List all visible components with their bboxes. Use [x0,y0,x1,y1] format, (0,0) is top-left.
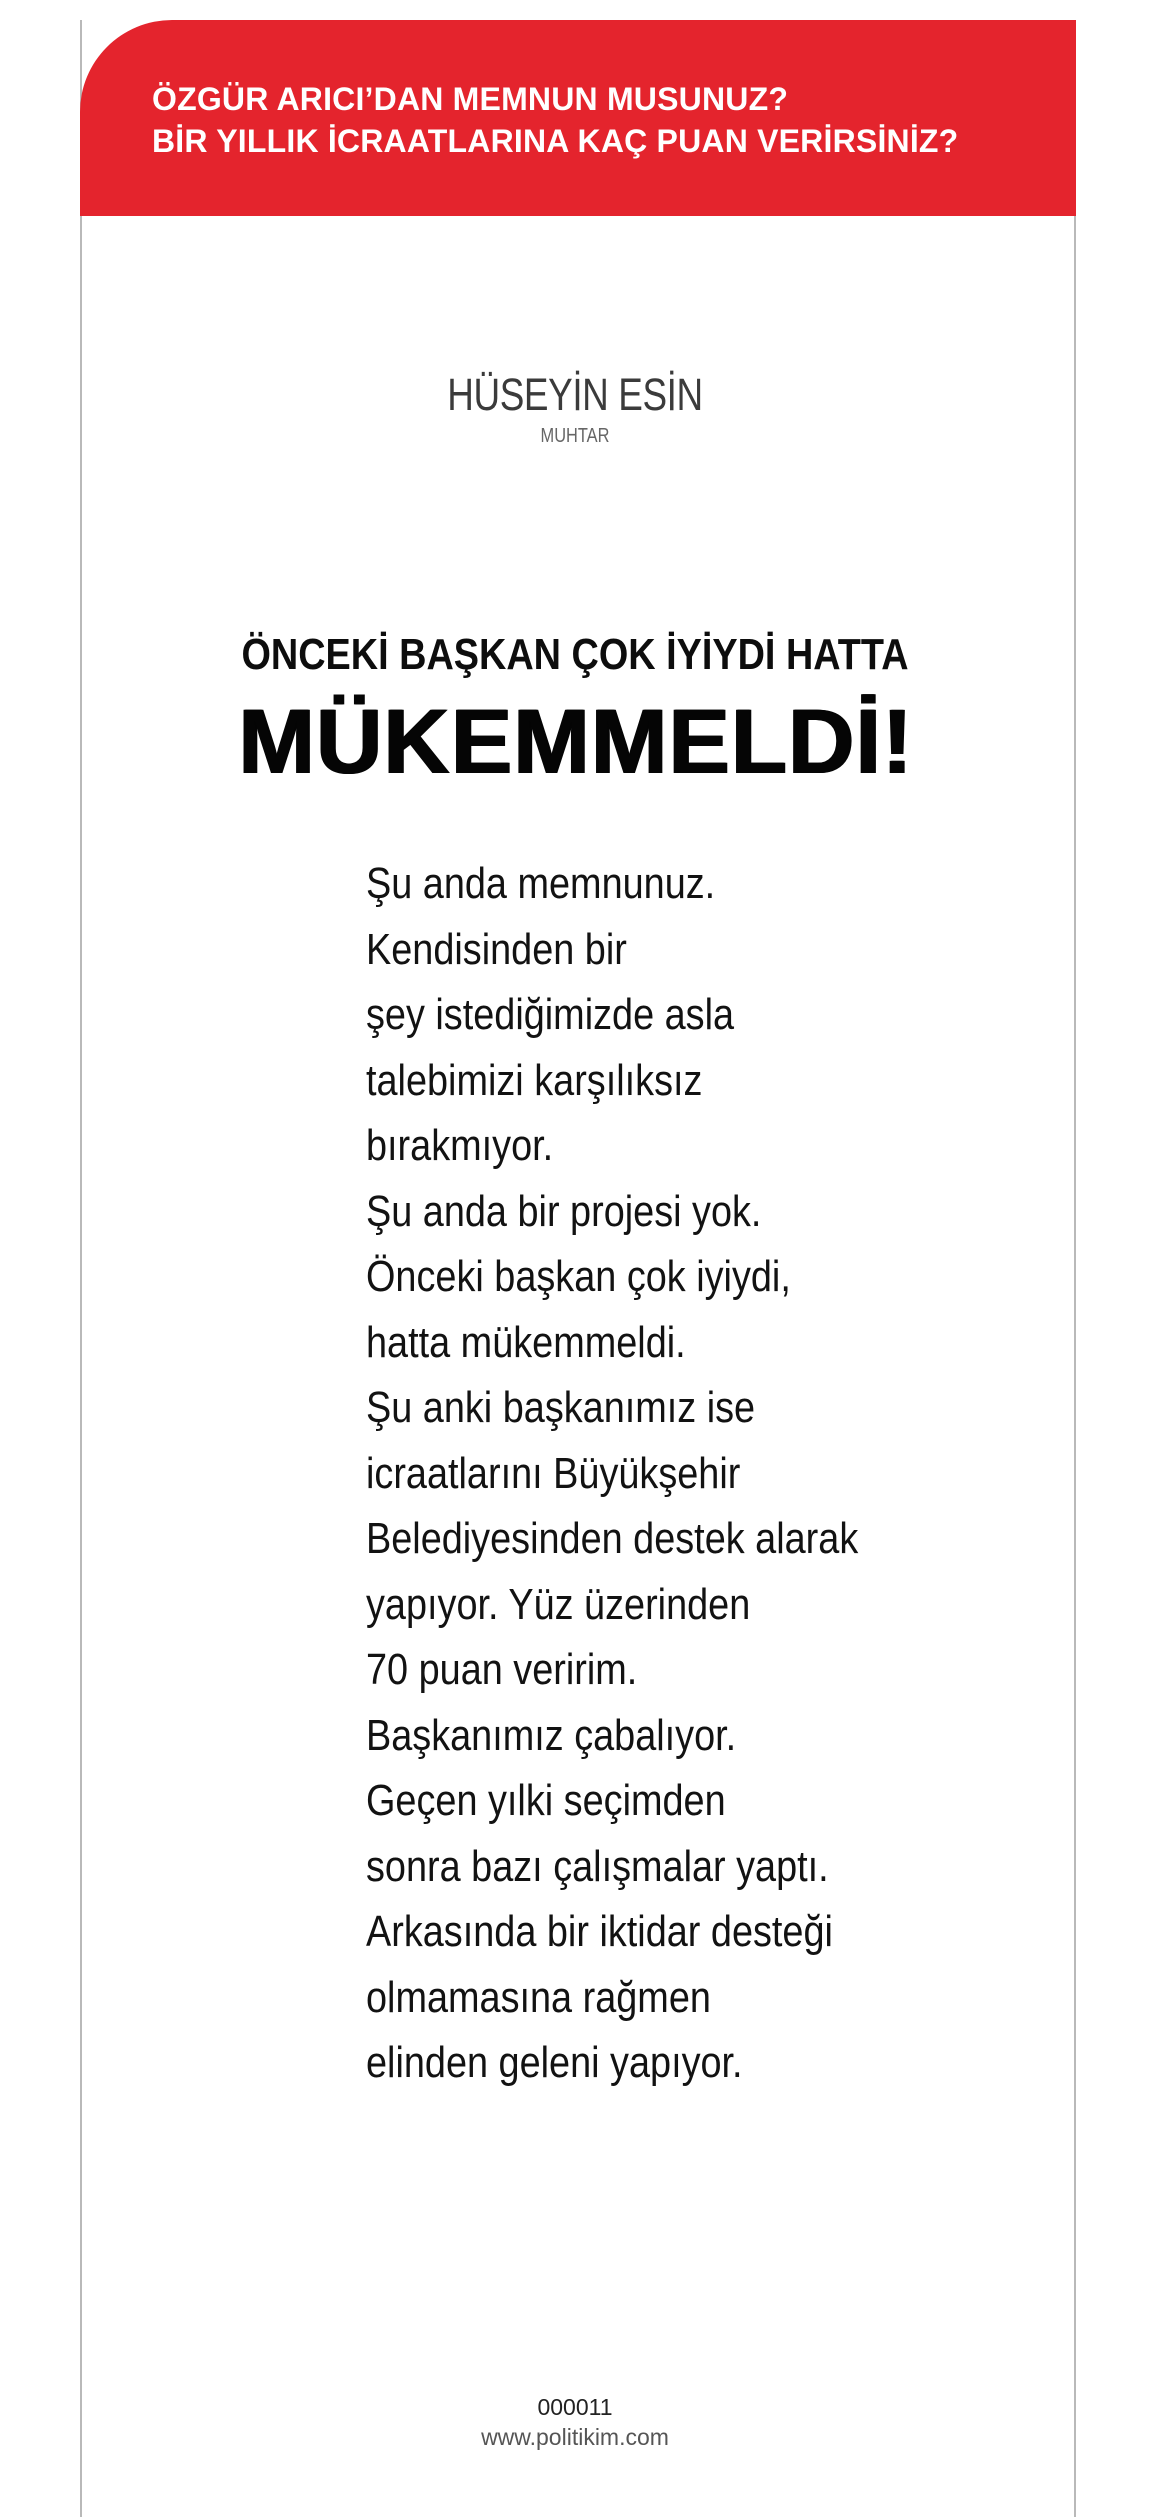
quote-line: icraatlarını Büyükşehir [366,1448,741,1498]
quote-line: Kendisinden bir [366,924,627,974]
quote-line: olmamasına rağmen [366,1972,711,2022]
quote-line: elinden geleni yapıyor. [366,2038,743,2087]
header-question-line-2: BİR YILLIK İCRAATLARINA KAÇ PUAN VERİRSİNİZ? [152,123,959,159]
quote-body [366,851,1006,2096]
quote-line: sonra bazı çalışmalar yaptı. [366,1841,829,1891]
headline-kicker: ÖNCEKİ BAŞKAN ÇOK İYİYDİ HATTA [241,630,909,679]
quote-line: Belediyesinden destek alarak [366,1514,859,1563]
quote-line: Şu anki başkanımız ise [366,1383,756,1432]
quote-line: yapıyor. Yüz üzerinden [366,1579,751,1629]
quote-line: şey istediğimizde asla [366,990,735,1039]
header-question-line-1: ÖZGÜR ARICI’DAN MEMNUN MUSUNUZ? [152,81,789,117]
quote-line: Arkasında bir iktidar desteği [366,1907,833,1956]
interviewee-role: MUHTAR [540,425,610,447]
interviewee-name: HÜSEYİN ESİN [447,369,703,420]
website-url: www.politikim.com [481,2424,669,2450]
headline-main: MÜKEMMELDİ! [237,691,913,793]
footer [0,2392,1150,2452]
page-code: 000011 [537,2394,613,2420]
quote-line: Geçen yılki seçimden [366,1776,726,1825]
quote-line: Şu anda memnunuz. [366,859,716,908]
quote-line: talebimizi karşılıksız [366,1055,703,1105]
quote-line: Başkanımız çabalıyor. [366,1710,737,1760]
interviewee-block [0,368,1150,448]
header-banner [80,20,1076,216]
quote-line: Önceki başkan çok iyiydi, [366,1252,791,1301]
quote-line: hatta mükemmeldi. [366,1317,686,1367]
quote-line: Şu anda bir projesi yok. [366,1186,762,1236]
headline [0,628,1150,793]
quote-line: bırakmıyor. [366,1121,554,1170]
quote-line: 70 puan veririm. [366,1645,638,1694]
